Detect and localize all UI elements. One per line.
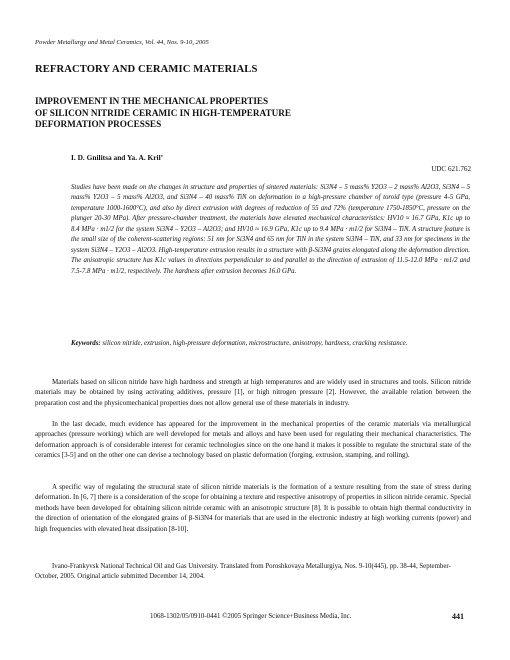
udc-code: UDC 621.762 xyxy=(431,165,471,173)
keywords-label: Keywords: xyxy=(71,340,101,347)
authors: I. D. Gnilitsa and Ya. A. Kril’ xyxy=(71,153,164,162)
keywords xyxy=(71,339,470,349)
body-paragraph: Materials based on silicon nitride have high hardness and strength at high temperatures and are widely used in structures and tools. Silicon nitride materials may be obtained by using activating additives, pressure [1], or high nitrogen pressure [2]. However, the available relation between the preparation cost and the physicomechanical properties does not allow general use of these materials in industry. xyxy=(35,378,471,407)
title-line: DEFORMATION PROCESSES xyxy=(35,119,162,129)
abstract: Studies have been made on the changes in structure and properties of sintered materials: Si3N4 – 5 mass% Y2O3 – 2 mass% Al2O3, Si3N4 – 5 mass% Y2O3 – 5 mass% Al2O3, and Si3N4 – 40 mass% TiN on deformation in a high-pressure chamber of toroid type (pressure 4-5 GPa, temperature 1000-1600°C), and also by direct extrusion with degrees of reduction of 55 and 72% (temperature 1750-1850°C, pressure on the plunger 20-30 MPa). After pressure-chamber treatment, the materials have elevated mechanical characteristics: HV10 ≈ 16.7 GPa, K1c up to 8.4 MPa · m1/2 for the system Si3N4 – Y2O3 – Al2O3; and HV10 ≈ 16.9 GPa, K1c up to 9.4 MPa · m1/2 for Si3N4 – TiN. A structure feature is the small size of the coherent-scattering regions: 51 nm for Si3N4 and 65 nm for TiN in the system Si3N4 – TiN, and 33 nm for specimens in the system Si3N4 – Y2O3 – Al2O3. High-temperature extrusion results in a structure with β-Si3N4 grains elongated along the deformation direction. The anisotropic structure has K1c values in directions perpendicular to and parallel to the direction of extrusion of 11.5-12.0 MPa · m1/2 and 7.5-7.8 MPa · m1/2, respectively. The hardness after extrusion becomes 16.0 GPa. xyxy=(71,184,470,275)
article-title xyxy=(35,96,455,131)
keywords-text: silicon nitride, extrusion, high-pressure deformation, microstructure, anisotropy, hardness, cracking resistance. xyxy=(102,340,408,347)
title-line: IMPROVEMENT IN THE MECHANICAL PROPERTIES xyxy=(35,96,269,106)
journal-header: Powder Metallurgy and Metal Ceramics, Vol. 44, Nos. 9-10, 2005 xyxy=(35,39,209,46)
title-line: OF SILICON NITRIDE CERAMIC IN HIGH-TEMPERATURE xyxy=(35,107,291,118)
copyright-line: 1068-1302/05/0910-0441 ©2005 Springer Science+Business Media, Inc. xyxy=(150,613,352,620)
section-title: REFRACTORY AND CERAMIC MATERIALS xyxy=(35,64,258,75)
body-paragraph: A specific way of regulating the structural state of silicon nitride materials is the formation of a texture resulting from the state of stress during deformation. In [6, 7] there is a consideration of the scope for obtaining a texture and respective anisotropy of properties in silicon nitride ceramic. Special methods have been developed for obtaining silicon nitride ceramic with an anisotropic structure [8]. It is possible to obtain high thermal conductivity in the direction of orientation of the elongated grains of β-Si3N4 for materials that are used in the electronic industry at high working currents (power) and high frequencies with elevated heat dissipation [8-10]. xyxy=(35,483,471,533)
affiliation-footnote: Ivano-Frankyvsk National Technical Oil and Gas University. Translated from Poroshkovaya Metallurgiya, Nos. 9-10(445), pp. 38-44, September-October, 2005. Original article submitted December 14, 2004. xyxy=(35,563,451,581)
body-paragraph: In the last decade, much evidence has appeared for the improvement in the mechanical properties of the ceramic materials via metallurgical approaches (pressure working) which are well developed for metals and alloys and have been used for regulating their mechanical characteristics. The deformation approach is of considerable interest for ceramic technologies since on the one hand it makes it possible to regulate the structural state of the ceramics [3-5] and on the other one can devise a technology based on plastic deformation (forging, extrusion, stamping, and rolling). xyxy=(35,420,471,460)
page-number: 441 xyxy=(452,612,464,621)
